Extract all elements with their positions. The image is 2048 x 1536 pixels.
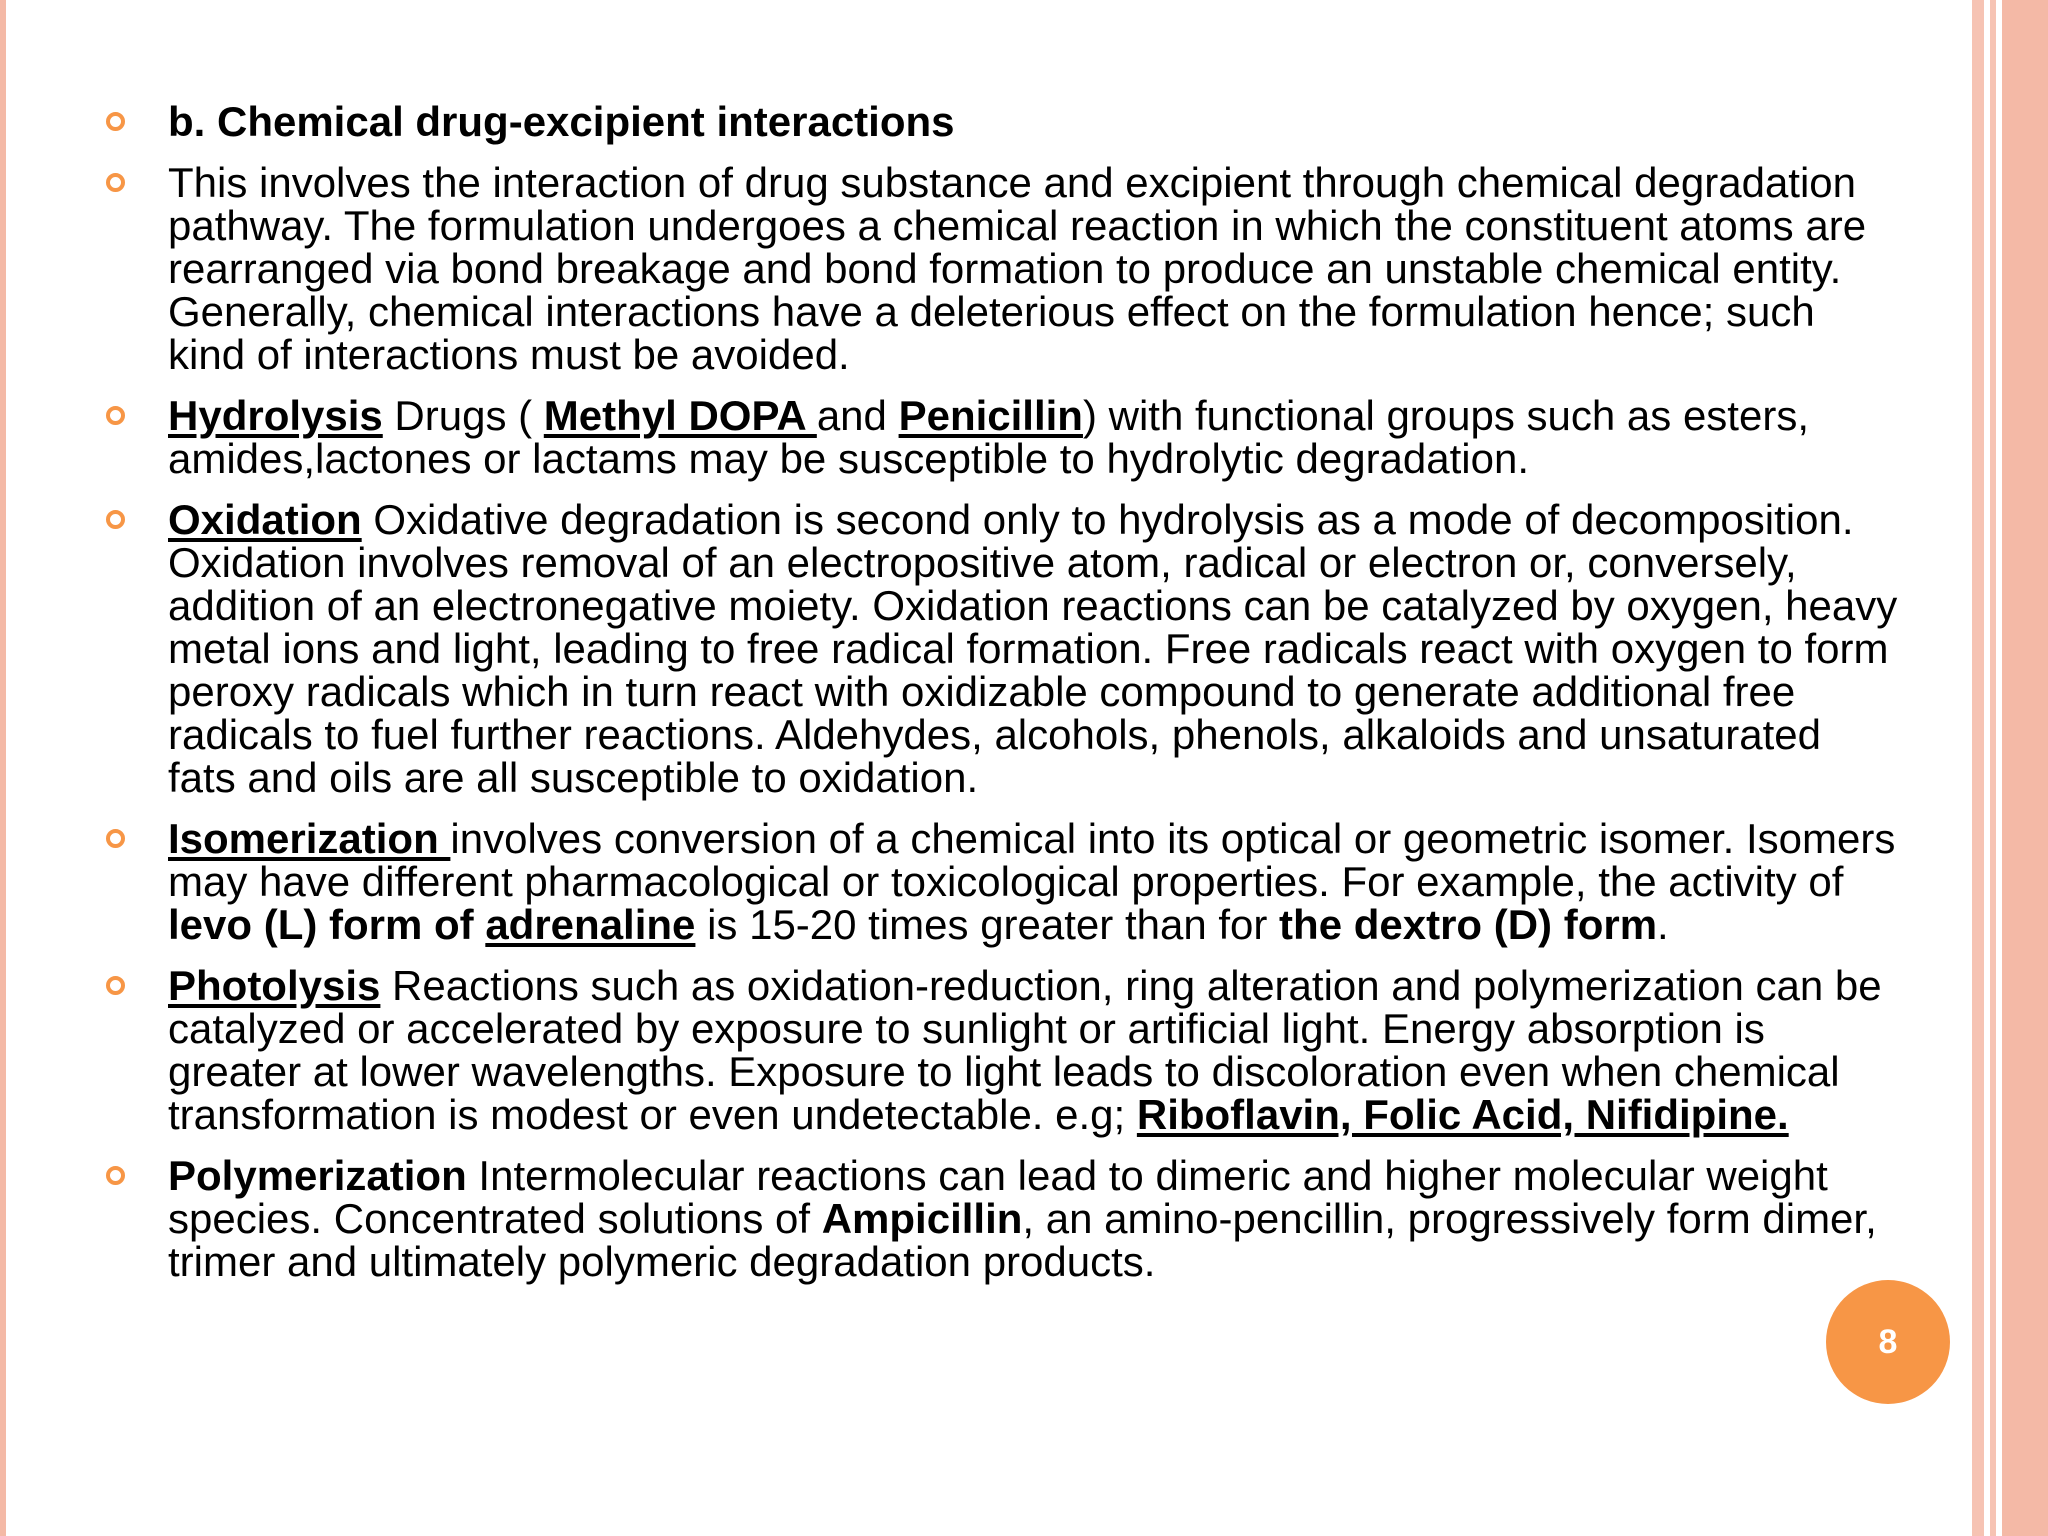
- bullet-item-hydrolysis: [100, 394, 1900, 480]
- slide-content: [100, 100, 1900, 1301]
- slide-left-border: [0, 0, 6, 1536]
- bullet-text: , an amino-pencillin, progressively form dimer, trimer and ultimately polymeric degradation products.: [168, 1195, 1877, 1285]
- drug-penicillin: Penicillin: [898, 392, 1083, 439]
- term-photolysis: Photolysis: [168, 962, 381, 1009]
- bullet-item-oxidation: [100, 498, 1900, 799]
- drug-adrenaline: adrenaline: [485, 901, 696, 948]
- bullet-item: [100, 161, 1900, 376]
- bullet-icon: [106, 829, 125, 848]
- drug-ampicillin: Ampicillin: [821, 1195, 1023, 1242]
- photolysis-examples: Riboflavin, Folic Acid, Nifidipine.: [1136, 1091, 1789, 1138]
- bullet-text: and: [816, 392, 899, 439]
- page-number-badge: 8: [1826, 1280, 1950, 1404]
- bullet-item: [100, 100, 1900, 143]
- drug-methyl-dopa: Methyl DOPA: [543, 392, 817, 439]
- bullet-icon: [106, 173, 125, 192]
- bullet-icon: [106, 406, 125, 425]
- term-polymerization: Polymerization: [168, 1152, 467, 1199]
- term-hydrolysis: Hydrolysis: [168, 392, 383, 439]
- bullet-text: involves conversion of a chemical into its optical or geometric isomer. Isomers may have different pharmacological or toxicological properties. For example, the activity of: [168, 815, 1896, 905]
- bullet-item-polymerization: [100, 1154, 1900, 1283]
- bullet-text: Oxidative degradation is second only to hydrolysis as a mode of decomposition. Oxidation involves removal of an electropositive atom, radical or electron or, conversely, addition of an electronegative moiety. Oxidation reactions can be catalyzed by oxygen, heavy metal ions and light, leading to free radical formation. Free radicals react with oxygen to form peroxy radicals which in turn react with oxidizable compound to generate additional free radicals to fuel further reactions. Aldehydes, alcohols, phenols, alkaloids and unsaturated fats and oils are all susceptible to oxidation.: [168, 496, 1898, 801]
- term-isomerization: Isomerization: [168, 815, 451, 862]
- bullet-text: Reactions such as oxidation-reduction, ring alteration and polymerization can be catalyzed or accelerated by exposure to sunlight or artificial light. Energy absorption is greater at lower wavelengths. Exposure to light leads to discoloration even when chemical transformation is modest or even undetectable. e.g;: [168, 962, 1882, 1138]
- bullet-item-isomerization: [100, 817, 1900, 946]
- bullet-text: Intermolecular reactions can lead to dimeric and higher molecular weight species. Concentrated solutions of: [168, 1152, 1828, 1242]
- term-oxidation: Oxidation: [168, 496, 362, 543]
- bullet-icon: [106, 1166, 125, 1185]
- bold-text: levo (L) form of: [168, 901, 486, 948]
- bullet-icon: [106, 510, 125, 529]
- slide-heading: b. Chemical drug-excipient interactions: [168, 98, 955, 145]
- bullet-text: This involves the interaction of drug substance and excipient through chemical degradation pathway. The formulation undergoes a chemical reaction in which the constituent atoms are rearranged via bond breakage and bond formation to produce an unstable chemical entity. Generally, chemical interactions have a deleterious effect on the formulation hence; such kind of interactions must be avoided.: [168, 159, 1867, 378]
- bullet-text: .: [1657, 901, 1669, 948]
- bullet-icon: [106, 112, 125, 131]
- slide-right-frame: [1972, 0, 2048, 1536]
- bullet-icon: [106, 976, 125, 995]
- bullet-item-photolysis: [100, 964, 1900, 1136]
- bullet-text: ) with functional groups such as esters, amides,lactones or lactams may be susceptible to hydrolytic degradation.: [168, 392, 1809, 482]
- bold-text: the dextro (D) form: [1279, 901, 1658, 948]
- bullet-text: Drugs (: [382, 392, 544, 439]
- bullet-text: is 15-20 times greater than for: [695, 901, 1280, 948]
